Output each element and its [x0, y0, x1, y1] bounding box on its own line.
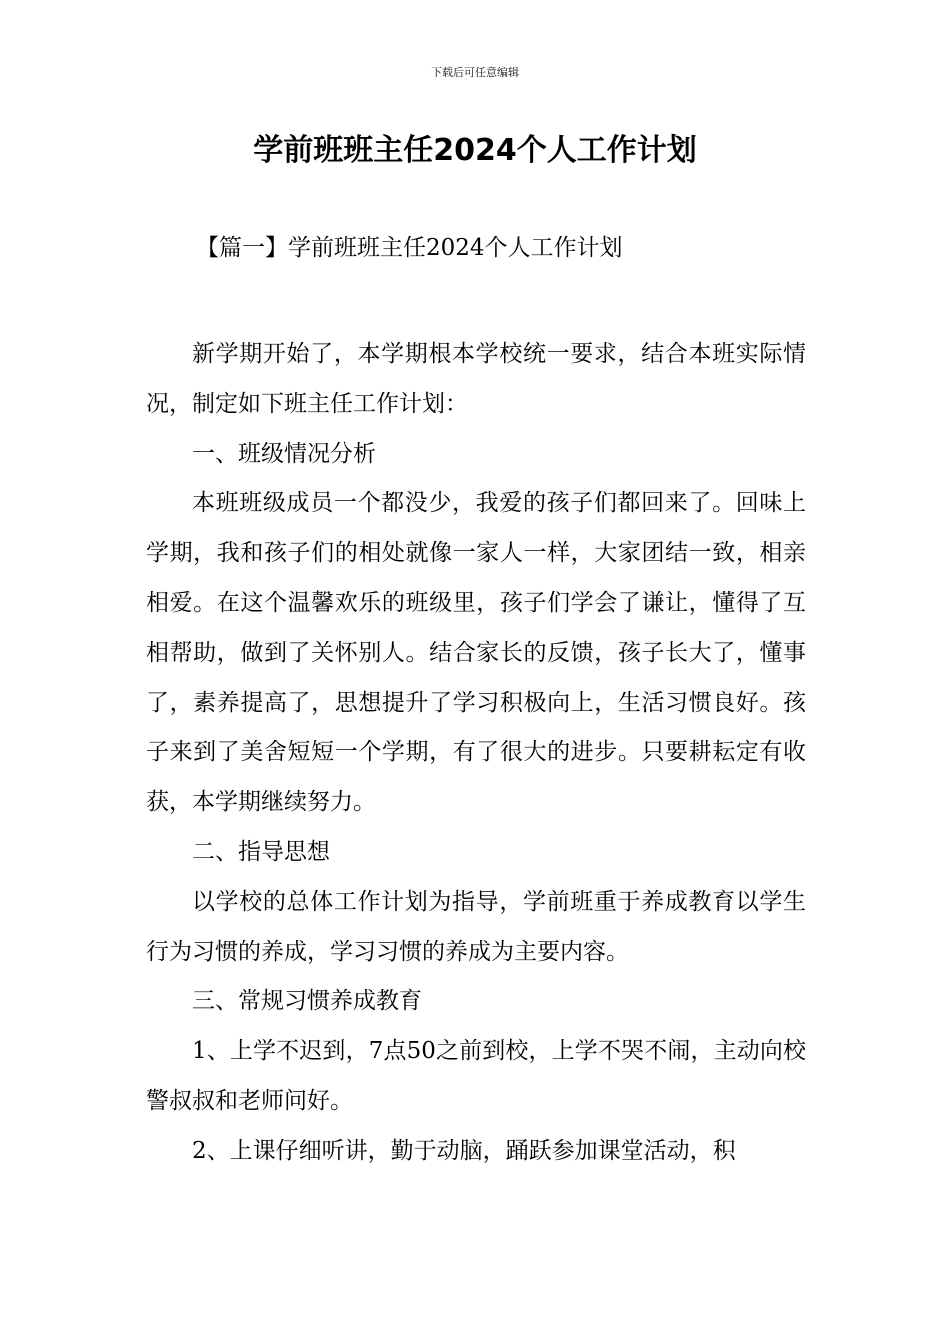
document-title: 学前班班主任2024个人工作计划	[253, 133, 697, 168]
paragraph-intro: 新学期开始了，本学期根本学校统一要求，结合本班实际情况，制定如下班主任工作计划：	[146, 341, 806, 417]
document-body	[146, 330, 806, 1177]
list-item-1: 1、上学不迟到，7点50之前到校，上学不哭不闹，主动向校警叔叔和老师问好。	[146, 1038, 806, 1114]
paragraph-guiding-ideology: 以学校的总体工作计划为指导，学前班重于养成教育以学生行为习惯的养成，学习习惯的养成为主要内容。	[146, 888, 806, 965]
heading-habit-education: 三、常规习惯养成教育	[192, 988, 422, 1015]
heading-class-analysis: 一、班级情况分析	[192, 440, 376, 467]
page-header-note: 下载后可任意编辑	[431, 66, 519, 79]
document-subtitle: 【篇一】学前班班主任2024个人工作计划	[196, 235, 623, 261]
list-item-2: 2、上课仔细听讲，勤于动脑，踊跃参加课堂活动，积	[192, 1137, 736, 1164]
heading-guiding-ideology: 二、指导思想	[192, 838, 330, 865]
paragraph-class-analysis: 本班班级成员一个都没少，我爱的孩子们都回来了。回味上学期，我和孩子们的相处就像一家人一样，大家团结一致，相亲相爱。在这个温馨欢乐的班级里，孩子们学会了谦让，懂得了互相帮助，做到了关怀别人。结合家长的反馈，孩子长大了，懂事了，素养提高了，思想提升了学习积极向上，生活习惯良好。孩子来到了美舍短短一个学期，有了很大的进步。只要耕耘定有收获，本学期继续努力。	[146, 490, 806, 816]
